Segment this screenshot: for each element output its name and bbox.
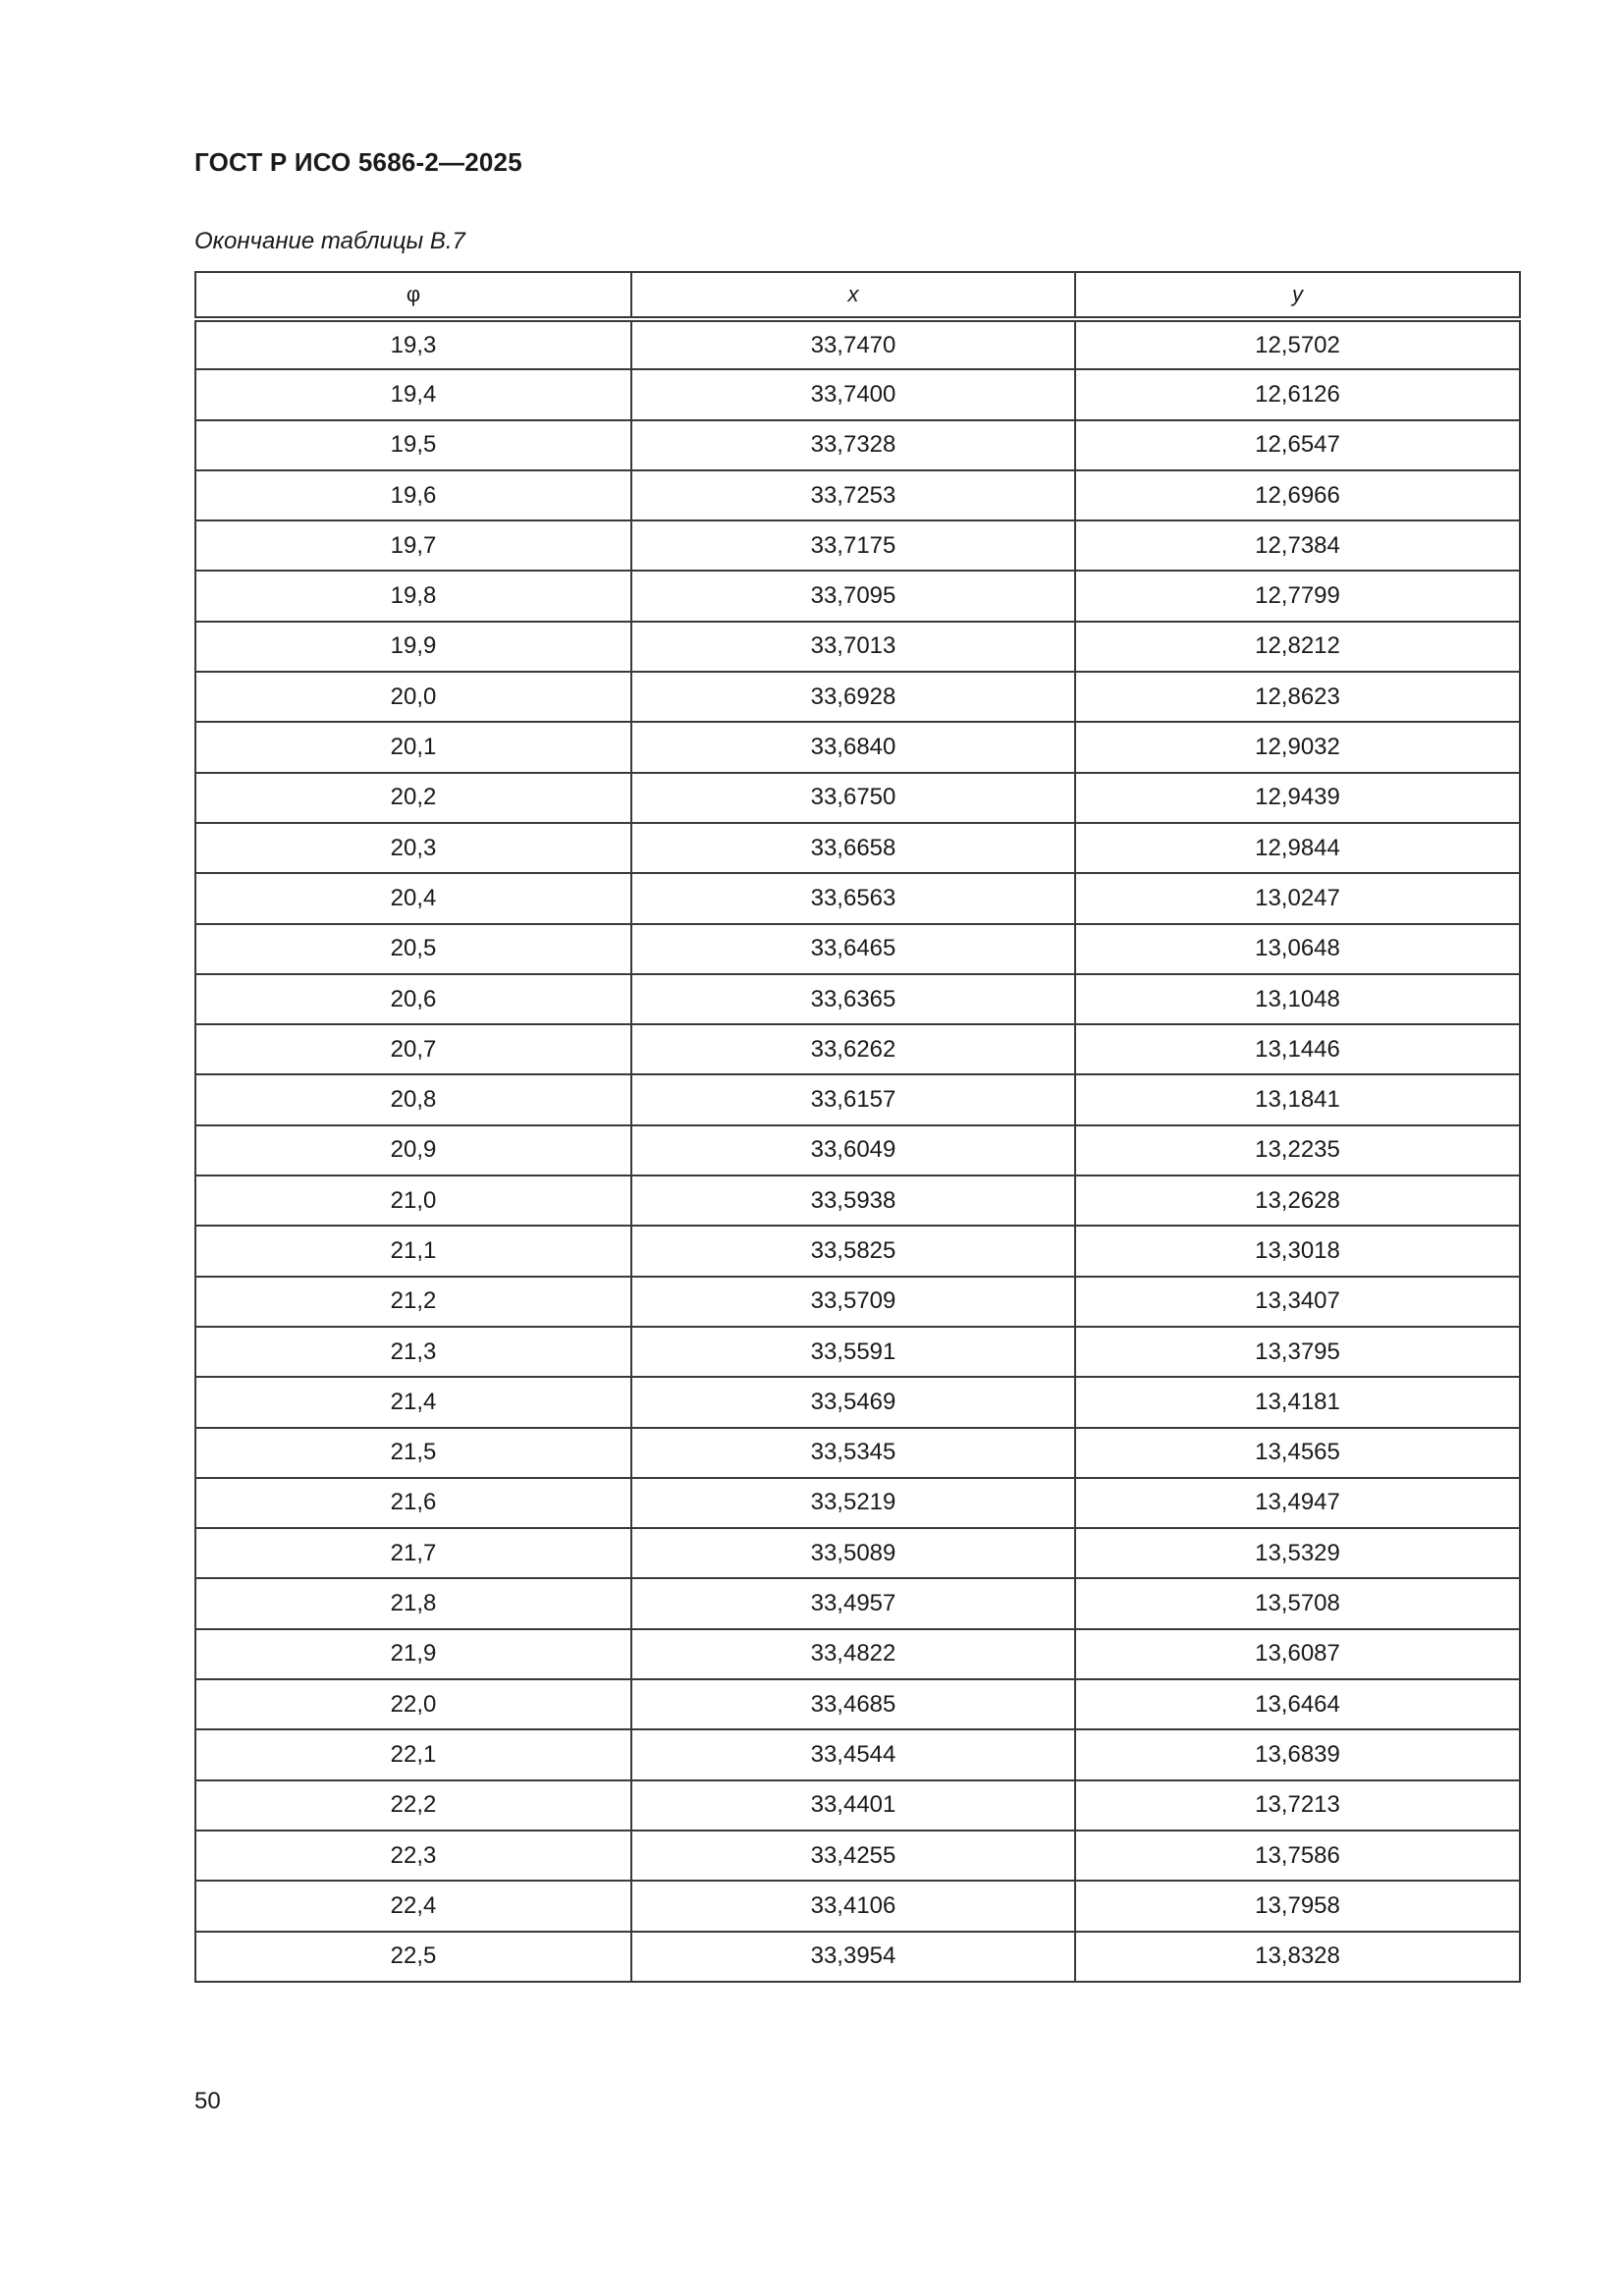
table-row (195, 571, 1520, 621)
cell-phi: 19,4 (195, 369, 631, 419)
cell-phi: 20,8 (195, 1074, 631, 1124)
cell-y: 13,8328 (1075, 1932, 1520, 1982)
document-header: ГОСТ Р ИСО 5686-2—2025 (194, 147, 522, 177)
cell-phi: 22,2 (195, 1780, 631, 1831)
cell-x: 33,6750 (631, 773, 1075, 823)
cell-x: 33,5825 (631, 1226, 1075, 1276)
cell-x: 33,5709 (631, 1277, 1075, 1327)
cell-x: 33,6262 (631, 1024, 1075, 1074)
cell-y: 13,1841 (1075, 1074, 1520, 1124)
cell-phi: 21,7 (195, 1528, 631, 1578)
cell-y: 12,6966 (1075, 470, 1520, 520)
table-row (195, 1831, 1520, 1881)
table-row (195, 1679, 1520, 1729)
page-number: 50 (194, 2088, 221, 2114)
column-header-phi: φ (195, 272, 631, 319)
cell-y: 13,0648 (1075, 924, 1520, 974)
table-row (195, 520, 1520, 571)
cell-y: 13,1446 (1075, 1024, 1520, 1074)
table-row (195, 1528, 1520, 1578)
cell-x: 33,7253 (631, 470, 1075, 520)
table-row (195, 470, 1520, 520)
cell-y: 13,4565 (1075, 1428, 1520, 1478)
cell-phi: 19,9 (195, 622, 631, 672)
cell-x: 33,6049 (631, 1125, 1075, 1175)
data-table (194, 271, 1521, 1983)
table-row (195, 1428, 1520, 1478)
cell-x: 33,5219 (631, 1478, 1075, 1528)
cell-x: 33,7400 (631, 369, 1075, 419)
cell-y: 13,6464 (1075, 1679, 1520, 1729)
cell-y: 12,5702 (1075, 319, 1520, 369)
table-body (195, 319, 1520, 1982)
cell-phi: 20,3 (195, 823, 631, 873)
table-row (195, 420, 1520, 470)
cell-x: 33,5089 (631, 1528, 1075, 1578)
cell-y: 13,4181 (1075, 1377, 1520, 1427)
cell-phi: 20,7 (195, 1024, 631, 1074)
cell-y: 13,2235 (1075, 1125, 1520, 1175)
table-row (195, 1729, 1520, 1779)
table-row (195, 1024, 1520, 1074)
cell-x: 33,5938 (631, 1175, 1075, 1226)
cell-x: 33,4544 (631, 1729, 1075, 1779)
cell-y: 13,3407 (1075, 1277, 1520, 1327)
cell-y: 13,7213 (1075, 1780, 1520, 1831)
cell-x: 33,7013 (631, 622, 1075, 672)
cell-y: 12,7799 (1075, 571, 1520, 621)
cell-x: 33,4822 (631, 1629, 1075, 1679)
cell-y: 13,4947 (1075, 1478, 1520, 1528)
cell-x: 33,4957 (631, 1578, 1075, 1628)
cell-x: 33,6840 (631, 722, 1075, 772)
cell-y: 12,9439 (1075, 773, 1520, 823)
cell-phi: 21,3 (195, 1327, 631, 1377)
cell-y: 13,5708 (1075, 1578, 1520, 1628)
cell-x: 33,4685 (631, 1679, 1075, 1729)
cell-y: 13,1048 (1075, 974, 1520, 1024)
cell-x: 33,6928 (631, 672, 1075, 722)
cell-y: 12,8623 (1075, 672, 1520, 722)
table-row (195, 1175, 1520, 1226)
cell-x: 33,7175 (631, 520, 1075, 571)
cell-phi: 21,0 (195, 1175, 631, 1226)
cell-phi: 19,6 (195, 470, 631, 520)
cell-y: 12,7384 (1075, 520, 1520, 571)
table-row (195, 722, 1520, 772)
table-row (195, 873, 1520, 923)
table-row (195, 1629, 1520, 1679)
cell-y: 13,0247 (1075, 873, 1520, 923)
column-header-y: y (1075, 272, 1520, 319)
cell-phi: 19,3 (195, 319, 631, 369)
cell-phi: 22,4 (195, 1881, 631, 1931)
table-row (195, 369, 1520, 419)
table-row (195, 1125, 1520, 1175)
cell-y: 12,9844 (1075, 823, 1520, 873)
cell-y: 13,6087 (1075, 1629, 1520, 1679)
cell-phi: 19,5 (195, 420, 631, 470)
table-row (195, 823, 1520, 873)
cell-y: 13,5329 (1075, 1528, 1520, 1578)
cell-x: 33,4106 (631, 1881, 1075, 1931)
cell-y: 12,6126 (1075, 369, 1520, 419)
cell-x: 33,5591 (631, 1327, 1075, 1377)
cell-phi: 22,0 (195, 1679, 631, 1729)
cell-x: 33,7470 (631, 319, 1075, 369)
cell-y: 13,7958 (1075, 1881, 1520, 1931)
column-header-x: x (631, 272, 1075, 319)
table-row (195, 1478, 1520, 1528)
cell-phi: 21,4 (195, 1377, 631, 1427)
cell-phi: 21,9 (195, 1629, 631, 1679)
table-row (195, 1578, 1520, 1628)
cell-y: 13,7586 (1075, 1831, 1520, 1881)
cell-phi: 20,0 (195, 672, 631, 722)
cell-y: 12,6547 (1075, 420, 1520, 470)
cell-y: 12,8212 (1075, 622, 1520, 672)
cell-x: 33,3954 (631, 1932, 1075, 1982)
cell-x: 33,4255 (631, 1831, 1075, 1881)
cell-phi: 20,6 (195, 974, 631, 1024)
table-row (195, 1277, 1520, 1327)
cell-x: 33,5345 (631, 1428, 1075, 1478)
cell-phi: 21,1 (195, 1226, 631, 1276)
cell-phi: 22,5 (195, 1932, 631, 1982)
cell-x: 33,6157 (631, 1074, 1075, 1124)
table-header-row (195, 272, 1520, 319)
table-row (195, 672, 1520, 722)
table-row (195, 622, 1520, 672)
cell-phi: 20,5 (195, 924, 631, 974)
cell-x: 33,4401 (631, 1780, 1075, 1831)
cell-x: 33,7095 (631, 571, 1075, 621)
cell-x: 33,6563 (631, 873, 1075, 923)
table-row (195, 1780, 1520, 1831)
cell-y: 13,6839 (1075, 1729, 1520, 1779)
cell-phi: 21,5 (195, 1428, 631, 1478)
cell-phi: 19,7 (195, 520, 631, 571)
cell-phi: 20,2 (195, 773, 631, 823)
cell-y: 12,9032 (1075, 722, 1520, 772)
cell-x: 33,6365 (631, 974, 1075, 1024)
cell-y: 13,2628 (1075, 1175, 1520, 1226)
cell-phi: 22,3 (195, 1831, 631, 1881)
table-row (195, 1226, 1520, 1276)
cell-y: 13,3018 (1075, 1226, 1520, 1276)
cell-x: 33,6658 (631, 823, 1075, 873)
cell-x: 33,7328 (631, 420, 1075, 470)
cell-phi: 20,4 (195, 873, 631, 923)
cell-x: 33,5469 (631, 1377, 1075, 1427)
table-row (195, 319, 1520, 369)
table-caption: Окончание таблицы В.7 (194, 228, 465, 254)
cell-phi: 21,2 (195, 1277, 631, 1327)
cell-phi: 19,8 (195, 571, 631, 621)
cell-phi: 20,9 (195, 1125, 631, 1175)
cell-phi: 22,1 (195, 1729, 631, 1779)
cell-y: 13,3795 (1075, 1327, 1520, 1377)
table-row (195, 974, 1520, 1024)
cell-phi: 21,6 (195, 1478, 631, 1528)
table-row (195, 924, 1520, 974)
table-row (195, 1327, 1520, 1377)
table-row (195, 1932, 1520, 1982)
cell-phi: 21,8 (195, 1578, 631, 1628)
cell-phi: 20,1 (195, 722, 631, 772)
cell-x: 33,6465 (631, 924, 1075, 974)
table-row (195, 773, 1520, 823)
table-row (195, 1074, 1520, 1124)
table-row (195, 1377, 1520, 1427)
table-row (195, 1881, 1520, 1931)
